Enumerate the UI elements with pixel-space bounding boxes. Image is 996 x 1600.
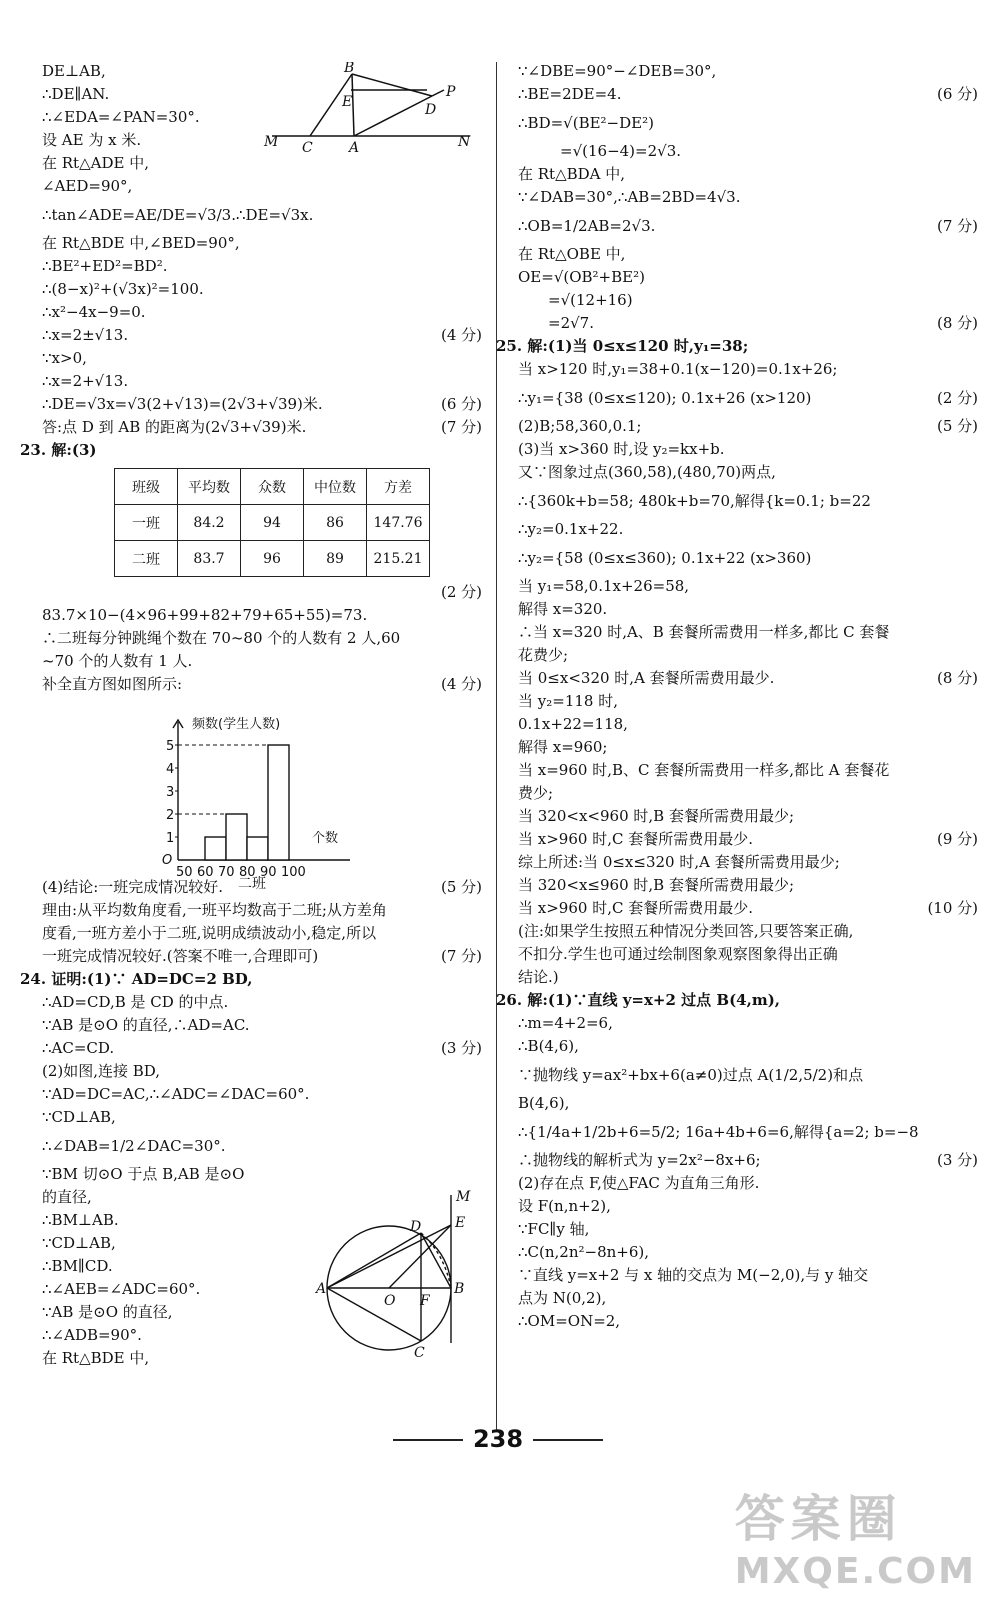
text-line: 费少; bbox=[518, 784, 554, 802]
table-header-cell: 班级 bbox=[115, 469, 178, 505]
fig3-label: C bbox=[414, 1345, 425, 1361]
table-cell: 二班 bbox=[115, 541, 178, 577]
table-cell: 83.7 bbox=[178, 541, 241, 577]
page-number-rule bbox=[533, 1439, 603, 1441]
line-text: 补全直方图如图所示: bbox=[42, 675, 183, 693]
text-line: ∴∠ADB=90°. bbox=[42, 1326, 142, 1344]
text-line: 解得 x=320. bbox=[518, 600, 608, 618]
score-label: (8 分) bbox=[936, 314, 978, 332]
text-line: ∴tan∠ADE=AE/DE=√3/3.∴DE=√3x. bbox=[42, 206, 314, 224]
text-line: ∴DE∥AN. bbox=[42, 85, 110, 103]
line-text: ∴DE=√3x=√3(2+√13)=(2√3+√39)米. bbox=[42, 395, 323, 413]
text-line: 不扣分.学生也可通过绘制图象观察图象得出正确 bbox=[518, 945, 838, 963]
text-line: 83.7×10−(4×96+99+82+79+65+55)=73. bbox=[42, 606, 368, 624]
text-line: ∵BM 切⊙O 于点 B,AB 是⊙O bbox=[42, 1165, 245, 1183]
fig1-label: A bbox=[349, 140, 360, 154]
score-label: (2 分) bbox=[440, 583, 482, 601]
text-line: ∴y₂={58 (0≤x≤360); 0.1x+22 (x>360) bbox=[518, 549, 812, 567]
score-label: (3 分) bbox=[936, 1151, 978, 1169]
stats-table bbox=[114, 468, 430, 577]
text-line bbox=[518, 1149, 978, 1172]
text-line bbox=[42, 416, 482, 439]
fig1-label: E bbox=[342, 94, 353, 110]
text-line: 度看,一班方差小于二班,说明成绩波动小,稳定,所以 bbox=[42, 924, 377, 942]
text-line: ∴(8−x)²+(√3x)²=100. bbox=[42, 280, 204, 298]
score-label: (10 分) bbox=[927, 899, 978, 917]
table-header-cell: 中位数 bbox=[304, 469, 367, 505]
fig3-label: D bbox=[410, 1219, 422, 1235]
histogram-y-tick-label: 5 bbox=[166, 739, 175, 754]
histogram-origin: O bbox=[162, 853, 173, 868]
column-divider bbox=[496, 62, 497, 1432]
text-line: (2)如图,连接 BD, bbox=[42, 1062, 161, 1080]
histogram-bar bbox=[247, 837, 268, 860]
table-cell: 89 bbox=[304, 541, 367, 577]
table-cell: 一班 bbox=[115, 505, 178, 541]
text-line: ∴x=2+√13. bbox=[42, 372, 129, 390]
line-text: ∴AC=CD. bbox=[42, 1039, 115, 1057]
geometry-figure-1 bbox=[262, 62, 482, 154]
text-line: 的直径, bbox=[42, 1188, 92, 1206]
text-line: (2)存在点 F,使△FAC 为直角三角形. bbox=[518, 1174, 760, 1192]
text-line: ∴BM⊥AB. bbox=[42, 1211, 119, 1229]
watermark-line2: MXQE.COM bbox=[734, 1551, 976, 1592]
question-23-heading: 23. 解:(3) bbox=[20, 441, 97, 459]
histogram-bar bbox=[205, 837, 226, 860]
text-line: 花费少; bbox=[518, 646, 569, 664]
text-line: 当 x=960 时,B、C 套餐所需费用一样多,都比 A 套餐花 bbox=[518, 761, 890, 779]
text-line: ∴C(n,2n²−8n+6), bbox=[518, 1243, 650, 1261]
histogram-chart bbox=[150, 710, 370, 890]
text-line: B(4,6), bbox=[518, 1094, 570, 1112]
histogram-ylabel: 频数(学生人数) bbox=[192, 717, 281, 732]
text-line: DE⊥AB, bbox=[42, 62, 106, 80]
score-label: (5 分) bbox=[440, 878, 482, 896]
text-line: ∴BE²+ED²=BD². bbox=[42, 257, 168, 275]
text-line: ∵直线 y=x+2 与 x 轴的交点为 M(−2,0),与 y 轴交 bbox=[518, 1266, 869, 1284]
page-number-text: 238 bbox=[472, 1425, 524, 1453]
histogram-y-tick-label: 1 bbox=[166, 831, 175, 846]
text-line: 点为 N(0,2), bbox=[518, 1289, 607, 1307]
line-text: 当 x>960 时,C 套餐所需费用最少. bbox=[518, 899, 753, 917]
text-line: 0.1x+22=118, bbox=[518, 715, 628, 733]
table-cell: 84.2 bbox=[178, 505, 241, 541]
table-header-cell: 众数 bbox=[241, 469, 304, 505]
text-line bbox=[518, 381, 978, 415]
text-line: 当 y₁=58,0.1x+26=58, bbox=[518, 577, 690, 595]
text-line bbox=[42, 1037, 482, 1060]
histogram-title: 二班 bbox=[238, 876, 266, 890]
score-label: (9 分) bbox=[936, 830, 978, 848]
text-line: 又∵图象过点(360,58),(480,70)两点, bbox=[518, 463, 776, 481]
fig3-label: E bbox=[455, 1215, 466, 1231]
table-cell: 96 bbox=[241, 541, 304, 577]
text-line: ∵AB 是⊙O 的直径,∴AD=AC. bbox=[42, 1016, 250, 1034]
line-text: 当 0≤x<320 时,A 套餐所需费用最少. bbox=[518, 669, 775, 687]
fig3-label: M bbox=[456, 1189, 471, 1205]
line-text: ∴BE=2DE=4. bbox=[518, 85, 622, 103]
text-line: 综上所述:当 0≤x≤320 时,A 套餐所需费用最少; bbox=[518, 853, 840, 871]
page-number bbox=[0, 1425, 996, 1453]
question-26-heading: 26. 解:(1)∵直线 y=x+2 过点 B(4,m), bbox=[496, 991, 781, 1009]
text-line: =√(12+16) bbox=[548, 291, 633, 309]
fig3-label: O bbox=[384, 1293, 396, 1309]
histogram-y-tick-label: 4 bbox=[166, 762, 175, 777]
histogram-bar bbox=[268, 745, 289, 860]
histogram-x-tick-label: 50 bbox=[176, 865, 193, 880]
text-line: (注:如果学生按照五种情况分类回答,只要答案正确, bbox=[518, 922, 854, 940]
text-line: 在 Rt△ADE 中, bbox=[42, 154, 149, 172]
text-line: ∴B(4,6), bbox=[518, 1037, 579, 1055]
text-line bbox=[42, 673, 482, 696]
table-row bbox=[115, 541, 430, 577]
line-text: (2)B;58,360,0.1; bbox=[518, 417, 642, 435]
fig1-label: P bbox=[446, 84, 456, 100]
text-line: ∴当 x=320 时,A、B 套餐所需费用一样多,都比 C 套餐 bbox=[518, 623, 890, 641]
fig1-label: B bbox=[344, 62, 355, 76]
text-line bbox=[42, 581, 482, 604]
histogram-y-tick-label: 2 bbox=[166, 808, 175, 823]
text-line: 当 320<x≤960 时,B 套餐所需费用最少; bbox=[518, 876, 795, 894]
fig3-label: B bbox=[454, 1281, 465, 1297]
fig1-label: C bbox=[302, 140, 313, 154]
score-label: (6 分) bbox=[936, 85, 978, 103]
text-line: (3)当 x>360 时,设 y₂=kx+b. bbox=[518, 440, 725, 458]
text-line bbox=[42, 324, 482, 347]
text-line: ∵∠DAB=30°,∴AB=2BD=4√3. bbox=[518, 188, 741, 206]
text-line: ∵∠DBE=90°−∠DEB=30°, bbox=[518, 62, 717, 80]
text-line: ∵FC∥y 轴, bbox=[518, 1220, 590, 1238]
histogram-y-tick-label: 3 bbox=[166, 785, 175, 800]
text-line: ∵CD⊥AB, bbox=[42, 1108, 116, 1126]
question-25-heading: 25. 解:(1)当 0≤x≤120 时,y₁=38; bbox=[496, 337, 749, 355]
text-line: ∴∠DAB=1/2∠DAC=30°. bbox=[42, 1137, 226, 1155]
text-line: ∴y₂=0.1x+22. bbox=[518, 520, 624, 538]
text-line: ∵AD=DC=AC,∴∠ADC=∠DAC=60°. bbox=[42, 1085, 310, 1103]
text-line: ∵AB 是⊙O 的直径, bbox=[42, 1303, 173, 1321]
score-label: (4 分) bbox=[440, 675, 482, 693]
line-text: 答:点 D 到 AB 的距离为(2√3+√39)米. bbox=[42, 418, 307, 436]
line-text: ∴x=2±√13. bbox=[42, 326, 129, 344]
score-label: (7 分) bbox=[440, 418, 482, 436]
fig1-label: N bbox=[458, 134, 471, 150]
line-text: (4)结论:一班完成情况较好. bbox=[42, 878, 224, 896]
table-cell: 94 bbox=[241, 505, 304, 541]
table-cell: 86 bbox=[304, 505, 367, 541]
right-column bbox=[496, 60, 978, 1333]
text-line bbox=[518, 667, 978, 690]
text-line: OE=√(OB²+BE²) bbox=[518, 268, 645, 286]
text-line bbox=[518, 209, 978, 243]
text-line: ∴∠AEB=∠ADC=60°. bbox=[42, 1280, 201, 1298]
line-text: 当 x>960 时,C 套餐所需费用最少. bbox=[518, 830, 753, 848]
histogram-x-tick-label: 70 bbox=[218, 865, 235, 880]
histogram-x-tick-label: 90 bbox=[260, 865, 277, 880]
table-cell: 215.21 bbox=[367, 541, 430, 577]
text-line: 在 Rt△BDA 中, bbox=[518, 165, 626, 183]
line-text: ∴y₁={38 (0≤x≤120); 0.1x+26 (x>120) bbox=[518, 389, 812, 407]
text-line: ∵抛物线 y=ax²+bx+6(a≠0)过点 A(1/2,5/2)和点 bbox=[518, 1066, 864, 1084]
text-line: 结论.) bbox=[518, 968, 559, 986]
geometry-figure-3 bbox=[314, 1183, 474, 1363]
text-line bbox=[518, 897, 978, 920]
text-line: 当 y₂=118 时, bbox=[518, 692, 618, 710]
line-text: ∴抛物线的解析式为 y=2x²−8x+6; bbox=[518, 1151, 761, 1169]
score-label: (4 分) bbox=[440, 326, 482, 344]
text-line: ∴OM=ON=2, bbox=[518, 1312, 621, 1330]
text-line: ∠AED=90°, bbox=[42, 177, 133, 195]
text-line: ∴∠EDA=∠PAN=30°. bbox=[42, 108, 200, 126]
histogram-bar bbox=[226, 814, 247, 860]
text-line: 在 Rt△OBE 中, bbox=[518, 245, 626, 263]
score-label: (2 分) bbox=[936, 389, 978, 407]
text-line bbox=[518, 312, 978, 335]
watermark-line1: 答案圈 bbox=[734, 1490, 903, 1548]
score-label: (8 分) bbox=[936, 669, 978, 687]
text-line: 理由:从平均数角度看,一班平均数高于二班;从方差角 bbox=[42, 901, 387, 919]
line-text: ∴OB=1/2AB=2√3. bbox=[518, 217, 656, 235]
text-line bbox=[42, 393, 482, 416]
text-line bbox=[518, 83, 978, 106]
table-header-cell: 方差 bbox=[367, 469, 430, 505]
text-line bbox=[518, 828, 978, 851]
score-label: (6 分) bbox=[440, 395, 482, 413]
text-line: ∵x>0, bbox=[42, 349, 87, 367]
text-line: 当 320<x<960 时,B 套餐所需费用最少; bbox=[518, 807, 795, 825]
table-row bbox=[115, 505, 430, 541]
text-line: ∴{360k+b=58; 480k+b=70,解得{k=0.1; b=22 bbox=[518, 492, 871, 510]
text-line: 设 F(n,n+2), bbox=[518, 1197, 611, 1215]
line-text: 一班完成情况较好.(答案不唯一,合理即可) bbox=[42, 947, 319, 965]
watermark-logo bbox=[735, 1479, 976, 1592]
page-number-rule bbox=[393, 1439, 463, 1441]
table-header-row bbox=[115, 469, 430, 505]
text-line: 解得 x=960; bbox=[518, 738, 608, 756]
text-line: ∵CD⊥AB, bbox=[42, 1234, 116, 1252]
histogram-x-tick-label: 80 bbox=[239, 865, 256, 880]
score-label: (7 分) bbox=[440, 947, 482, 965]
text-line: ∴BM∥CD. bbox=[42, 1257, 113, 1275]
question-24-heading: 24. 证明:(1)∵ AD=DC=2 BD, bbox=[20, 970, 253, 988]
text-line: 在 Rt△BDE 中,∠BED=90°, bbox=[42, 234, 240, 252]
fig3-label: F bbox=[420, 1293, 430, 1309]
text-line: ∴二班每分钟跳绳个数在 70~80 个的人数有 2 人,60 bbox=[42, 629, 401, 647]
text-line: 设 AE 为 x 米. bbox=[42, 131, 142, 149]
histogram-x-tick-label: 100 bbox=[281, 865, 306, 880]
histogram-xlabel: 个数 bbox=[312, 831, 339, 846]
score-label: (7 分) bbox=[936, 217, 978, 235]
text-line: ∴{1/4a+1/2b+6=5/2; 16a+4b+6=6,解得{a=2; b=−8 bbox=[518, 1123, 919, 1141]
score-label: (5 分) bbox=[936, 417, 978, 435]
text-line bbox=[42, 945, 482, 968]
text-line: ∴x²−4x−9=0. bbox=[42, 303, 146, 321]
text-line: ∴m=4+2=6, bbox=[518, 1014, 613, 1032]
histogram-x-tick-label: 60 bbox=[197, 865, 214, 880]
fig3-label: A bbox=[316, 1281, 327, 1297]
text-line: 在 Rt△BDE 中, bbox=[42, 1349, 150, 1367]
line-text: =2√7. bbox=[548, 314, 594, 332]
text-line: ∴AD=CD,B 是 CD 的中点. bbox=[42, 993, 229, 1011]
text-line: 当 x>120 时,y₁=38+0.1(x−120)=0.1x+26; bbox=[518, 360, 838, 378]
text-line: ~70 个的人数有 1 人. bbox=[42, 652, 193, 670]
table-header-cell: 平均数 bbox=[178, 469, 241, 505]
score-label: (3 分) bbox=[440, 1039, 482, 1057]
text-line: ∴BD=√(BE²−DE²) bbox=[518, 114, 654, 132]
text-line bbox=[518, 415, 978, 438]
fig1-label: M bbox=[264, 134, 279, 150]
text-line: =√(16−4)=2√3. bbox=[560, 142, 682, 160]
fig1-label: D bbox=[425, 102, 437, 118]
table-cell: 147.76 bbox=[367, 505, 430, 541]
